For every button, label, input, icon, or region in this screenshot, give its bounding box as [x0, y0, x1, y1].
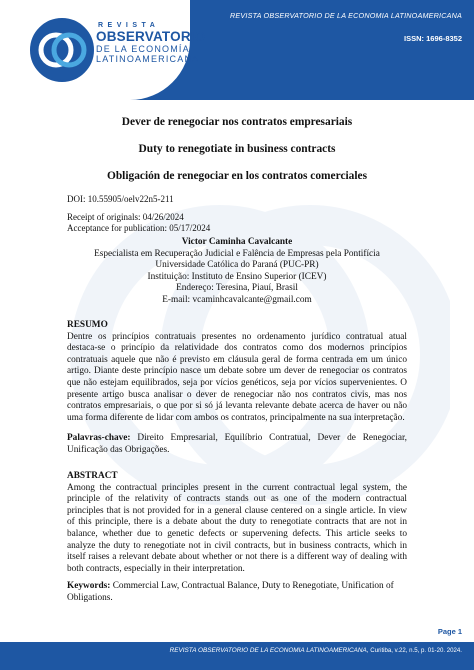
title-spanish: Obligación de renegociar en los contratos comerciales [106, 170, 368, 182]
footer-journal-name: REVISTA OBSERVATORIO DE LA ECONOMIA LATINOAMERICANA, [169, 647, 369, 654]
author-credential-line2: Universidade Católica do Paraná (PUC-PR) [155, 260, 319, 271]
author-credential-line1: Especialista em Recuperação Judicial e Falência de Empresas pela Pontifícia [94, 248, 380, 259]
footer-citation [170, 647, 462, 654]
logo-main-word: OBSERVATORIO [96, 29, 206, 44]
page-header [0, 0, 474, 100]
footer-volume: Curitiba, v.22, n.5, p. 01-20. 2024. [370, 647, 462, 654]
author-block [0, 237, 474, 307]
keywords-label: Keywords: [67, 581, 111, 591]
doi[interactable]: DOI: 10.55905/oelv22n5-211 [67, 194, 174, 204]
author-address: Endereço: Teresina, Piauí, Brasil [176, 283, 298, 294]
abstract-section [67, 471, 407, 575]
publication-dates [67, 212, 210, 234]
logo-sub-line1: DE LA ECONOMÍA [96, 44, 190, 54]
issn: ISSN: 1696-8352 [404, 34, 462, 43]
receipt-date: Receipt of originals: 04/26/2024 [67, 212, 184, 222]
page-footer [0, 642, 474, 670]
palavras-chave-text: Direito Empresarial, Equilíbrio Contratual, Dever de Renegociar, Unificação das Obrigações. [67, 433, 407, 455]
abstract-heading: ABSTRACT [67, 471, 118, 481]
author-institution: Instituição: Instituto de Ensino Superior (ICEV) [147, 271, 327, 282]
title-english: Duty to renegotiate in business contracts [138, 143, 336, 155]
acceptance-date: Acceptance for publication: 05/17/2024 [67, 223, 211, 233]
keywords [67, 581, 407, 604]
author-email[interactable]: E-mail: vcaminhcavalcante@gmail.com [162, 294, 312, 305]
logo-panel [0, 0, 206, 100]
resumo-heading: RESUMO [67, 320, 108, 330]
palavras-chave [67, 433, 407, 456]
resumo-text: Dentre os princípios contratuais presentes no ordenamento jurídico contratual atual destaca-se o princípio da relatividade dos contratos como dos modernos princípios contratuais aquele que não é previsto em cláusula geral de forma centrada em um único artigo. Diante deste princípio nasce um debate sobre um dever de renegociar os contratos que não estejam equilibrados, seja por vícios genéticos, seja por vícios supervenientes. O presente artigo busca analisar o dever de renegociar não nos contratos civis, mas nos contratos empresariais, o que por si só já levanta relevante debate acerca de haver ou não uma forma diferente de lidar com ambos os contratos, principalmente na sua interpretação. [67, 331, 407, 423]
logo-text [96, 22, 205, 64]
title-portuguese: Dever de renegociar nos contratos empresariais [121, 116, 353, 128]
logo-top-word: REVISTA [98, 22, 160, 29]
keywords-text: Commercial Law, Contractual Balance, Duty to Renegotiate, Unification of Obligations. [67, 581, 394, 603]
abstract-text: Among the contractual principles present in the current contractual legal system, the principle of the relativity of contracts stands out as one of the modern contractual principles that is not provided for in a general clause centered on a single article. In view of this principle, there is a debate about the duty to renegotiate contracts that are not in balance, whether due to genetic defects or supervening defects. This article seeks to analyze the duty to renegotiate not in civil contracts, but in business contracts, which in itself raises a relevant debate about whether or not there is a different way of dealing with both contracts, especially in their interpretation. [67, 482, 407, 574]
page-number: Page 1 [437, 627, 462, 636]
resumo-section [67, 320, 407, 424]
palavras-chave-label: Palavras-chave: [67, 433, 131, 443]
author-name: Victor Caminha Cavalcante [181, 237, 293, 247]
header-journal-name: REVISTA OBSERVATORIO DE LA ECONOMIA LATINOAMERICANA [230, 11, 462, 20]
journal-logo-icon [30, 18, 94, 82]
logo-sub-line2: LATINOAMERICANA [96, 54, 200, 64]
